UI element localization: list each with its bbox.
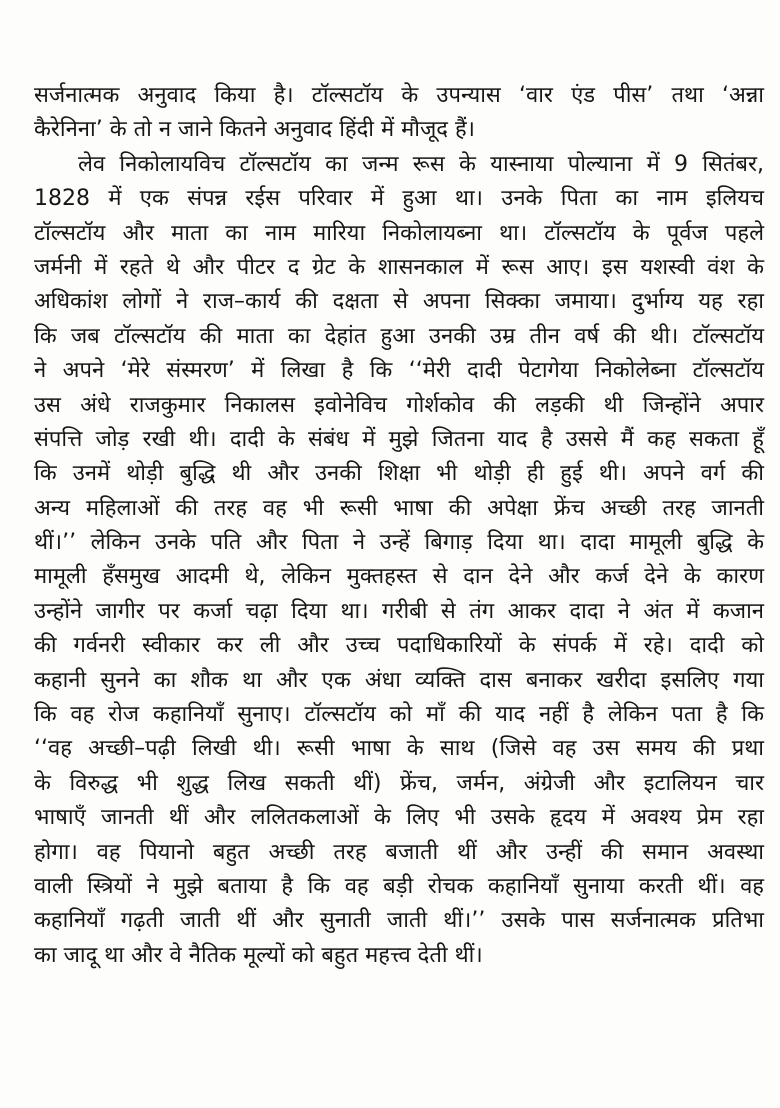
text-line: होगा। वह पियानो बहुत अच्छी तरह बजाती थीं और उन्हीं की समान अवस्था (34, 839, 764, 865)
text-line: थीं।’’ लेकिन उनके पति और पिता ने उन्हें बिगाड़ दिया था। दादा मामूली बुद्धि के (34, 530, 764, 556)
text-line: ने अपने ‘मेरे संस्मरण’ में लिखा है कि ‘‘मेरी दादी पेटागेया निकोलेब्ना टॉल्सटॉय (34, 358, 764, 384)
paragraph-1 (34, 79, 764, 148)
text-line: कहानी सुनने का शौक था और एक अंधा व्यक्ति दास बनाकर खरीदा इसलिए गया (34, 667, 764, 693)
text-line: 1828 में एक संपन्न रईस परिवार में हुआ था। उनके पिता का नाम इलियच (34, 186, 764, 212)
text-line: के विरुद्ध भी शुद्ध लिख सकती थीं) फ्रेंच, जर्मन, अंग्रेजी और इटालियन चार (34, 770, 764, 796)
text-line: उन्होंने जागीर पर कर्जा चढ़ा दिया था। गरीबी से तंग आकर दादा ने अंत में कजान (34, 598, 764, 624)
text-line: जर्मनी में रहते थे और पीटर द ग्रेट के शासनकाल में रूस आए। इस यशस्वी वंश के (34, 254, 764, 280)
text-line: ‘‘वह अच्छी–पढ़ी लिखी थी। रूसी भाषा के साथ (जिसे वह उस समय की प्रथा (34, 736, 764, 762)
text-line: की गर्वनरी स्वीकार कर ली और उच्च पदाधिकारियों के संपर्क में रहे। दादी को (34, 633, 764, 659)
text-line: उस अंधे राजकुमार निकालस इवोनेविच गोर्शकोव की लड़की थी जिन्होंने अपार (34, 392, 764, 418)
text-line: अधिकांश लोगों ने राज–कार्य की दक्षता से अपना सिक्का जमाया। दुर्भाग्य यह रहा (34, 289, 764, 315)
text-line: का जादू था और वे नैतिक मूल्यों को बहुत महत्त्व देती थीं। (34, 942, 483, 968)
paragraph-2 (34, 148, 764, 973)
text-line: संपत्ति जोड़ रखी थी। दादी के संबंध में मुझे जितना याद है उससे मैं कह सकता हूँ (34, 426, 764, 452)
text-line: कहानियाँ गढ़ती जाती थीं और सुनाती जाती थीं।’’ उसके पास सर्जनात्मक प्रतिभा (34, 908, 764, 934)
text-line: अन्य महिलाओं की तरह वह भी रूसी भाषा की अपेक्षा फ्रेंच अच्छी तरह जानती (34, 495, 764, 521)
text-line: कैरेनिना’ के तो न जाने कितने अनुवाद हिंदी में मौजूद हैं। (34, 117, 475, 143)
text-line: वाली स्त्रियों ने मुझे बताया है कि वह बड़ी रोचक कहानियाँ सुनाया करती थीं। वह (34, 873, 764, 899)
text-line: टॉल्सटॉय और माता का नाम मारिया निकोलायब्ना था। टॉल्सटॉय के पूर्वज पहले (34, 220, 764, 246)
text-line: कि उनमें थोड़ी बुद्धि थी और उनकी शिक्षा भी थोड़ी ही हुई थी। अपने वर्ग की (34, 461, 764, 487)
text-line: भाषाएँ जानती थीं और ललितकलाओं के लिए भी उसके हृदय में अवश्य प्रेम रहा (34, 805, 764, 831)
text-line: कि वह रोज कहानियाँ सुनाए। टॉल्सटॉय को माँ की याद नहीं है लेकिन पता है कि (34, 702, 764, 728)
text-line: मामूली हँसमुख आदमी थे, लेकिन मुक्तहस्त से दान देने और कर्ज देने के कारण (34, 564, 764, 590)
text-line: कि जब टॉल्सटॉय की माता का देहांत हुआ उनकी उम्र तीन वर्ष की थी। टॉल्सटॉय (34, 323, 764, 349)
text-line: लेव निकोलायविच टॉल्सटॉय का जन्म रूस के यास्नाया पोल्याना में 9 सितंबर, (78, 151, 764, 177)
text-line: सर्जनात्मक अनुवाद किया है। टॉल्सटॉय के उपन्यास ‘वार एंड पीस’ तथा ‘अन्ना (34, 83, 764, 108)
body-text (34, 79, 764, 973)
